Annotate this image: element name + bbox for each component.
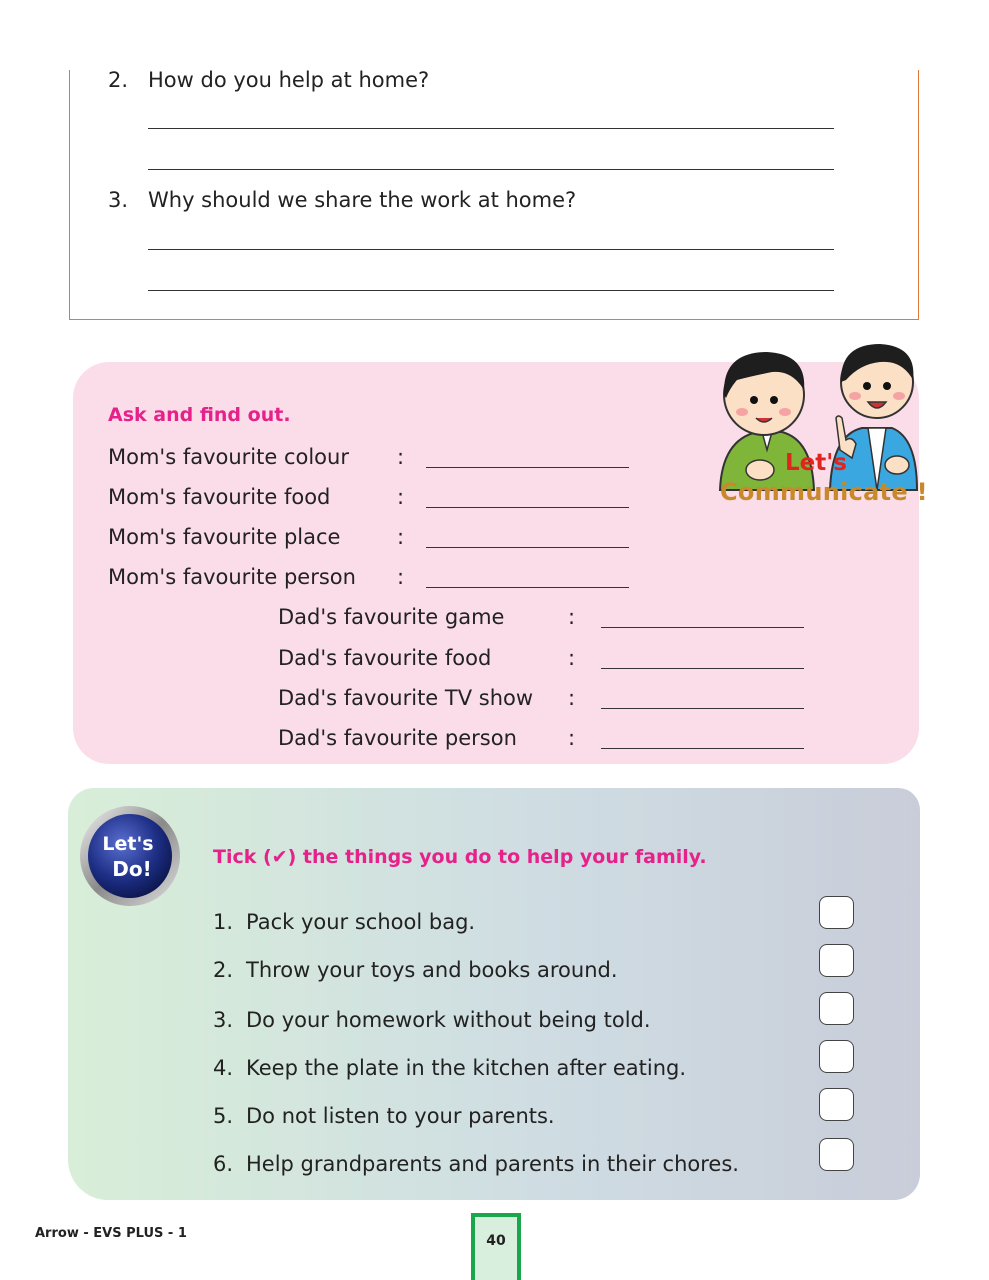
answer-blank[interactable] — [426, 467, 629, 468]
answer-line[interactable] — [148, 290, 834, 291]
field-label: Mom's favourite person — [108, 565, 356, 589]
badge-lets-text: Let's — [102, 833, 154, 855]
question-text: How do you help at home? — [148, 68, 430, 92]
question-number: 3. — [108, 188, 129, 212]
tick-checkbox-3[interactable] — [819, 992, 854, 1025]
task-item — [213, 1152, 739, 1176]
book-title: Arrow - EVS PLUS - 1 — [35, 1226, 187, 1241]
dad-game-row — [278, 605, 576, 629]
item-number: 4. — [213, 1056, 234, 1080]
answer-blank[interactable] — [601, 748, 804, 749]
mom-colour-row — [108, 445, 405, 469]
field-label: Dad's favourite game — [278, 605, 505, 629]
field-label: Dad's favourite person — [278, 726, 517, 750]
answer-line[interactable] — [148, 128, 834, 129]
question-text: Why should we share the work at home? — [148, 188, 577, 212]
dad-tvshow-row — [278, 686, 576, 710]
task-item — [213, 910, 475, 934]
lets-text: Let's — [785, 450, 847, 476]
colon: : — [397, 565, 405, 589]
dad-food-row — [278, 646, 576, 670]
question-2 — [108, 68, 429, 92]
ask-title: Ask and find out. — [108, 404, 291, 426]
question-number: 2. — [108, 68, 129, 92]
field-label: Mom's favourite colour — [108, 445, 349, 469]
answer-blank[interactable] — [426, 587, 629, 588]
tick-checkbox-2[interactable] — [819, 944, 854, 977]
item-number: 3. — [213, 1008, 234, 1032]
answer-blank[interactable] — [601, 668, 804, 669]
tick-checkbox-4[interactable] — [819, 1040, 854, 1073]
colon: : — [568, 686, 576, 710]
item-text: Do not listen to your parents. — [246, 1104, 555, 1128]
lets-do-title: Tick (✔) the things you do to help your family. — [213, 846, 707, 868]
task-item — [213, 1104, 555, 1128]
item-number: 1. — [213, 910, 234, 934]
tick-checkbox-5[interactable] — [819, 1088, 854, 1121]
mom-place-row — [108, 525, 405, 549]
colon: : — [568, 605, 576, 629]
field-label: Mom's favourite food — [108, 485, 331, 509]
question-3 — [108, 188, 576, 212]
field-label: Dad's favourite TV show — [278, 686, 534, 710]
lets-do-badge — [78, 800, 183, 910]
item-text: Help grandparents and parents in their chores. — [246, 1152, 739, 1176]
colon: : — [397, 485, 405, 509]
answer-line[interactable] — [148, 249, 834, 250]
answer-blank[interactable] — [426, 547, 629, 548]
communicate-text: Communicate ! — [720, 478, 928, 506]
page-number: 40 — [471, 1213, 521, 1280]
task-item — [213, 958, 618, 982]
colon: : — [397, 525, 405, 549]
item-text: Throw your toys and books around. — [246, 958, 618, 982]
item-number: 5. — [213, 1104, 234, 1128]
mom-food-row — [108, 485, 405, 509]
mom-person-row — [108, 565, 405, 589]
item-text: Pack your school bag. — [246, 910, 476, 934]
tick-checkbox-1[interactable] — [819, 896, 854, 929]
task-item — [213, 1056, 686, 1080]
answer-blank[interactable] — [601, 627, 804, 628]
answer-blank[interactable] — [601, 708, 804, 709]
dad-person-row — [278, 726, 576, 750]
colon: : — [397, 445, 405, 469]
answer-line[interactable] — [148, 169, 834, 170]
field-label: Mom's favourite place — [108, 525, 341, 549]
field-label: Dad's favourite food — [278, 646, 492, 670]
item-number: 6. — [213, 1152, 234, 1176]
colon: : — [568, 726, 576, 750]
tick-checkbox-6[interactable] — [819, 1138, 854, 1171]
colon: : — [568, 646, 576, 670]
answer-blank[interactable] — [426, 507, 629, 508]
badge-do-text: Do! — [112, 857, 152, 881]
item-text: Keep the plate in the kitchen after eating. — [246, 1056, 687, 1080]
item-number: 2. — [213, 958, 234, 982]
task-item — [213, 1008, 651, 1032]
item-text: Do your homework without being told. — [246, 1008, 651, 1032]
